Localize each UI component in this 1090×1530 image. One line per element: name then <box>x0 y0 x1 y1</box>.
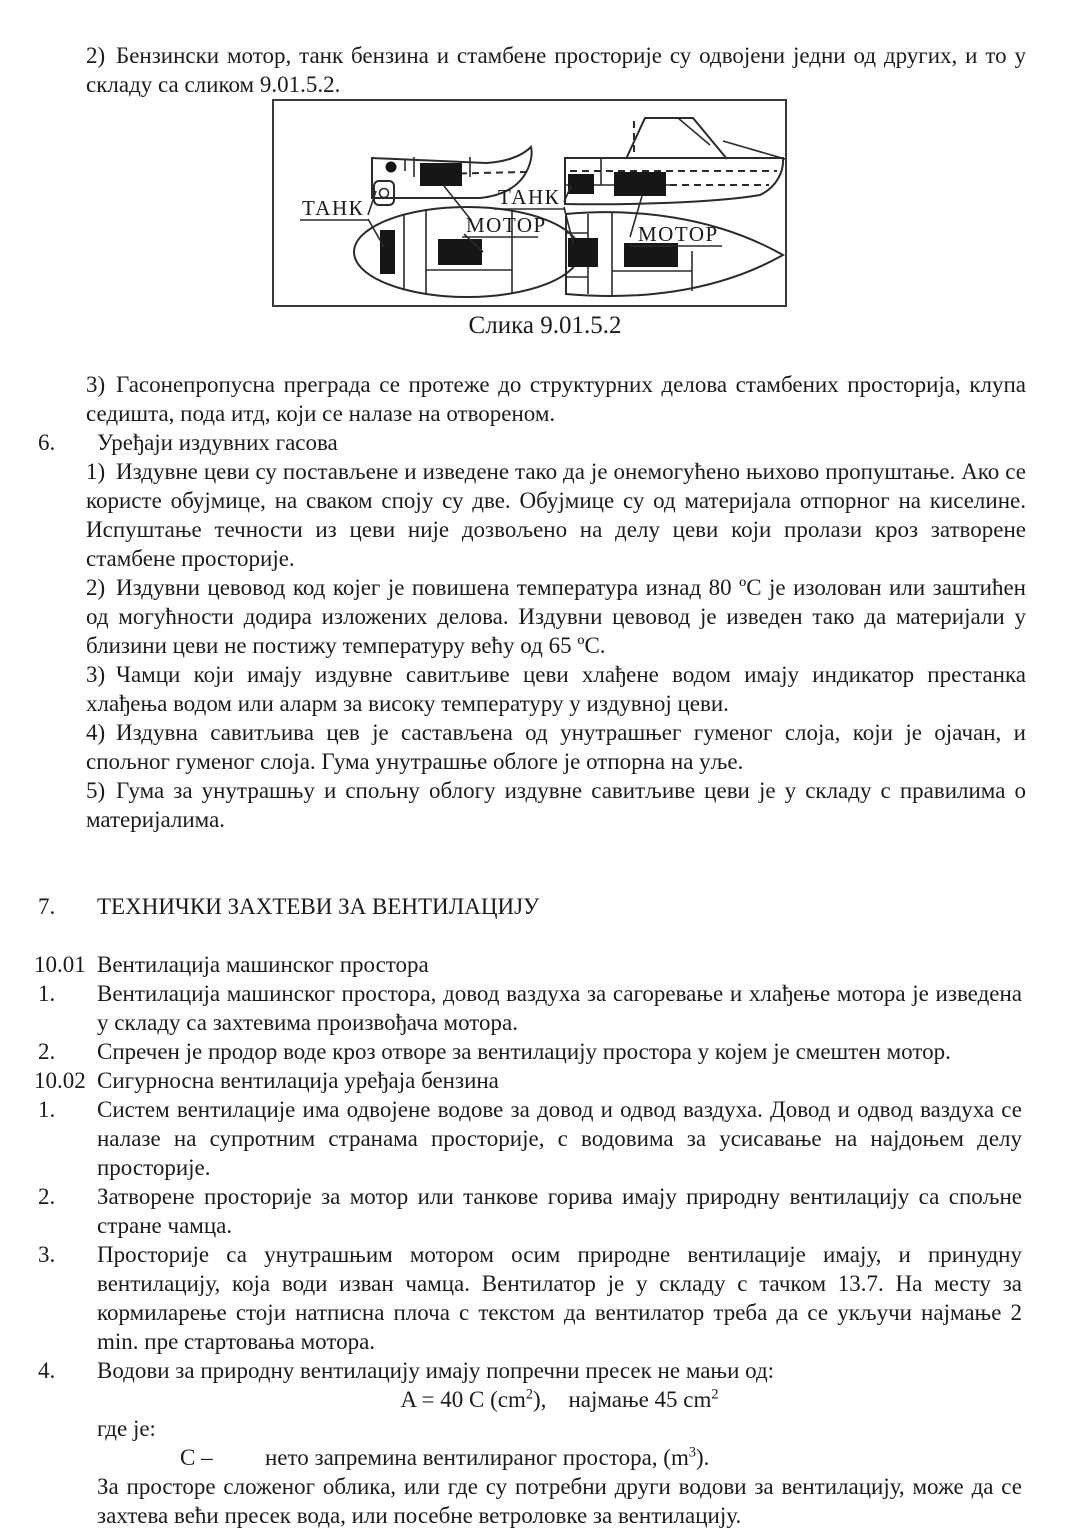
left-boat-top-motor <box>438 239 482 265</box>
section-6-item-1 <box>86 457 1026 573</box>
section-6-item-4 <box>86 718 1026 776</box>
formula-superscript: 2 <box>711 1386 719 1403</box>
motor-label-right: МОТОР <box>638 222 719 246</box>
section-6-item-5 <box>86 776 1026 834</box>
formula-lhs: A = 40 C (cm <box>400 1387 526 1412</box>
right-boat-cabin <box>626 118 727 159</box>
item-number: 1. <box>38 1097 56 1122</box>
symbol-definition <box>180 1443 1090 1472</box>
section-title: Вентилација машинског простора <box>97 952 429 977</box>
figure-9-01-5-2 <box>272 99 787 307</box>
section-6-heading <box>38 428 1022 457</box>
left-boat-side-dot <box>386 162 397 173</box>
section-10-01-item-1 <box>38 979 1022 1037</box>
section-number: 10.02 <box>34 1068 86 1093</box>
item-text: Издувни цевовод код којег је повишена температура изнад 80 ºC је изолован или заштићен од могућности додира изложених делова. Издувни цевовод је изведен тако да материјали у близини цеви не постижу температуру већу од 65 ºC. <box>86 575 1026 658</box>
closing-paragraph: За просторе сложеног облика, или где су потребни други водови за вентилацију, може да се захтева већи пресек вода, или посебне ветроловке за вентилацију. <box>97 1474 1022 1528</box>
section-10-01-heading <box>34 950 1022 979</box>
section-title: Сигурносна вентилација уређаја бензина <box>97 1068 499 1093</box>
item-number: 4. <box>38 1358 56 1383</box>
item-text: Издувне цеви су постављене и изведене тако да је онемогућено њихово пропуштање. Ако се користе обујмице, на сваком споју су две. Обујмице су од материјала отпорног на киселине. Испуштање течности из цеви није дозвољено на делу цеви који пролази кроз затворене стамбене просторије. <box>86 459 1026 571</box>
formula-rhs: најмање 45 cm <box>568 1387 712 1412</box>
symbol-superscript: 3 <box>688 1444 696 1461</box>
item-number: 2. <box>38 1184 56 1209</box>
item-text: Чамци који имају издувне савитљиве цеви хлађене водом имају индикатор престанка хлађења водом или аларм за високу температуру у издувној цеви. <box>86 662 1026 716</box>
figure-caption: Слика 9.01.5.2 <box>468 312 622 339</box>
item-number: 2) <box>86 575 106 600</box>
section-number: 6. <box>38 430 56 455</box>
tank-label-center: ТАНК <box>498 185 561 209</box>
ventilation-formula <box>97 1385 1022 1414</box>
section-number: 7. <box>38 894 56 919</box>
right-boat-cabin-lines <box>678 118 785 159</box>
symbol-text: нето запремина вентилираног простора, (m <box>265 1445 689 1470</box>
item-text: Затворене просторије за мотор или танкове горива имају природну вентилацију са спољне стране чамца. <box>97 1184 1022 1238</box>
section-10-02-item-3 <box>38 1240 1022 1356</box>
left-boat-top-tank <box>380 230 395 274</box>
section-number: 10.01 <box>34 952 86 977</box>
section-6-item-3 <box>86 660 1026 718</box>
tank-label-left: ТАНК <box>302 196 365 220</box>
item-text: Гасонепропусна преграда се протеже до структурних делова стамбених просторија, клупа седишта, пода итд, који се налазе на отвореном. <box>86 372 1026 426</box>
item-number: 2) <box>86 43 106 68</box>
paragraph-item-3 <box>86 370 1026 428</box>
left-boat-tank-icon <box>374 181 394 205</box>
right-boat-side-motor <box>614 172 666 196</box>
symbol: C – <box>180 1445 213 1470</box>
section-10-02-item-2 <box>38 1182 1022 1240</box>
boat-diagram <box>274 101 785 305</box>
left-boat-tank-cap <box>380 189 389 198</box>
symbol-tail: ). <box>695 1445 710 1470</box>
formula-mid: ), <box>533 1387 547 1412</box>
section-10-02-item-1 <box>38 1095 1022 1182</box>
section-title: Уређаји издувних гасова <box>97 430 338 455</box>
formula-superscript: 2 <box>525 1386 534 1403</box>
section-7-heading <box>38 892 1022 921</box>
item-text: Бензински мотор, танк бензина и стамбене просторије су одвојени једни од других, и то у складу са сликом 9.01.5.2. <box>86 43 1026 97</box>
right-boat-side-hull <box>565 158 783 204</box>
item-text: Систем вентилације има одвојене водове за довод и одвод ваздуха. Довод и одвод ваздуха се налазе на супротним странама просторије, с водовима за усисавање на најдоњем делу просторије. <box>97 1097 1022 1180</box>
right-boat-side-tank <box>568 174 594 194</box>
item-number: 1. <box>38 981 56 1006</box>
paragraph-item-2 <box>86 41 1026 99</box>
item-text: Издувна савитљива цев је састављена од унутрашњег гуменог слоја, који је ојачан, и спољног гуменог слоја. Гума унутрашње облоге је отпорна на уље. <box>86 720 1026 774</box>
item-number: 3) <box>86 372 106 397</box>
section-10-02-heading <box>34 1066 1022 1095</box>
section-6-item-2 <box>86 573 1026 660</box>
section-10-02-item-4 <box>38 1356 1022 1385</box>
item-text: Водови за природну вентилацију имају попречни пресек не мањи од: <box>97 1358 775 1383</box>
left-boat-side-motor <box>420 163 462 186</box>
motor-label-left: МОТОР <box>466 213 547 237</box>
item-number: 1) <box>86 459 106 484</box>
item-number: 3) <box>86 662 106 687</box>
item-text: Спречен је продор воде кроз отворе за вентилацију простора у којем је смештен мотор. <box>97 1039 951 1064</box>
item-text: Просторије са унутрашњим мотором осим природне вентилације имају, и принудну вентилацију, која води изван чамца. Вентилатор је у складу с тачком 13.7. На месту за кормиларење стоји натписна плоча с текстом да вентилатор треба да се укључи најмање 2 min. пре стартовања мотора. <box>97 1242 1022 1354</box>
section-title: ТЕХНИЧКИ ЗАХТЕВИ ЗА ВЕНТИЛАЦИЈУ <box>97 894 540 919</box>
where-label: где је: <box>97 1416 156 1441</box>
section-10-01-item-2 <box>38 1037 1022 1066</box>
item-number: 4) <box>86 720 106 745</box>
item-text: Вентилација машинског простора, довод ваздуха за сагоревање и хлађење мотора је изведена у складу са захтевима произвођача мотора. <box>97 981 1022 1035</box>
item-number: 2. <box>38 1039 56 1064</box>
item-text: Гума за унутрашњу и спољну облогу издувне савитљиве цеви је у складу с правилима о материјалима. <box>86 778 1026 832</box>
item-number: 5) <box>86 778 106 803</box>
item-number: 3. <box>38 1242 56 1267</box>
